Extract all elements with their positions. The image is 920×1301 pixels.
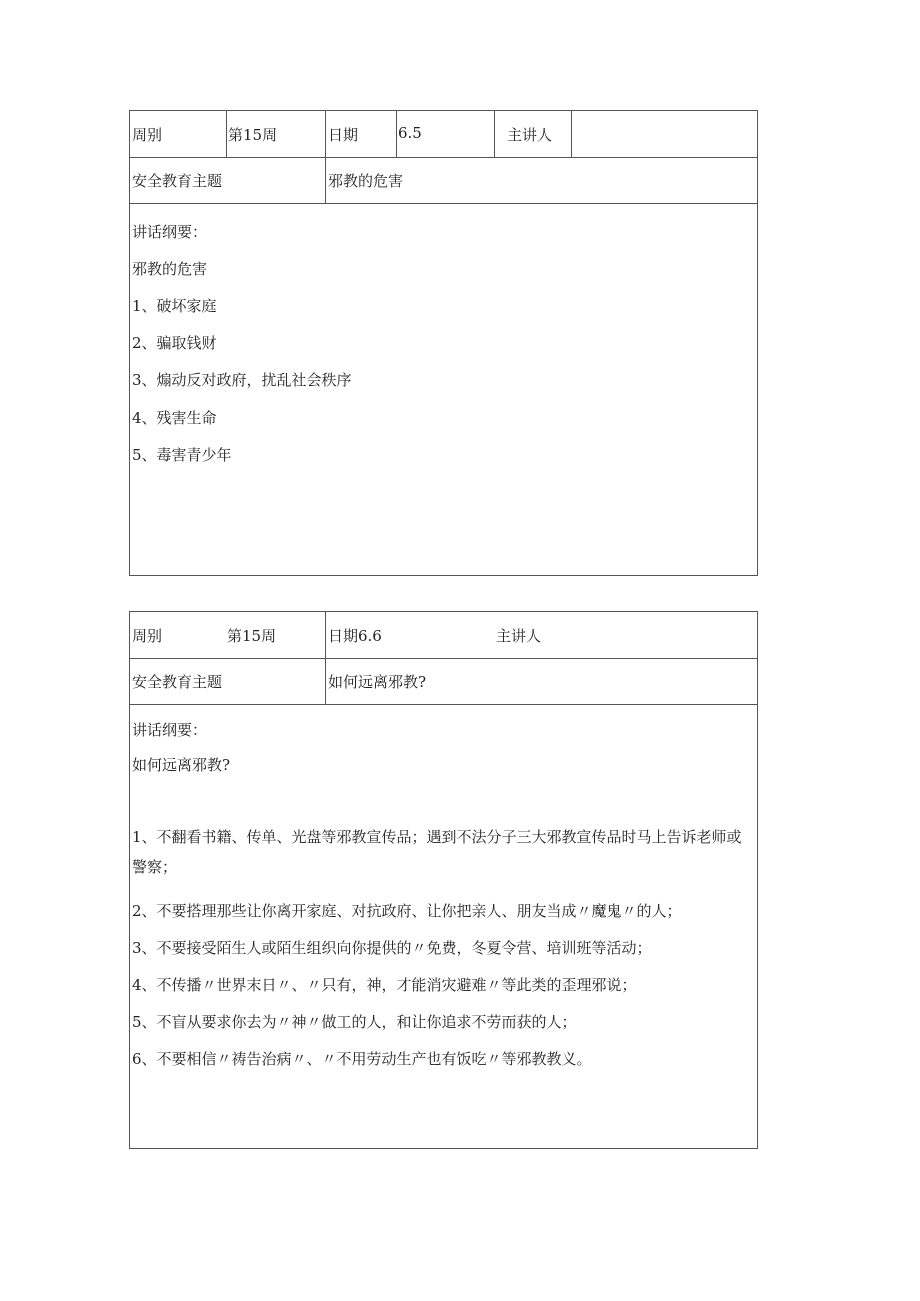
date-label: 日期6.6	[325, 612, 494, 658]
outline-line: 1、破坏家庭	[132, 297, 217, 315]
header-row	[130, 111, 757, 158]
week-value: 第15周	[226, 111, 325, 157]
outline-item: 3、不要接受陌生人或陌生组织向你提供的〃免费，冬夏令营、培训班等活动；	[132, 939, 652, 957]
outline-heading: 如何远离邪教?	[132, 756, 231, 774]
speaker-value	[571, 111, 757, 157]
speaker-label: 主讲人	[494, 111, 571, 157]
outline-item: 1、不翻看书籍、传单、光盘等邪教宣传品；遇到不法分子三大邪教宣传品时马上告诉老师或警察；	[132, 828, 742, 876]
week-value: 第15周	[227, 627, 277, 645]
week-label: 周别	[132, 627, 163, 645]
topic-row	[130, 157, 757, 204]
outline-line: 邪教的危害	[132, 260, 208, 278]
outline-item: 6、不要相信〃祷告治病〃、〃不用劳动生产也有饭吃〃等邪教教义。	[132, 1050, 592, 1068]
speaker-label: 主讲人	[496, 627, 542, 645]
outline-line: 5、毒害青少年	[132, 446, 232, 464]
outline-body	[132, 203, 751, 575]
date-value: 6.5	[396, 111, 494, 157]
outline-line: 2、骗取钱财	[132, 334, 217, 352]
topic-row	[130, 658, 757, 705]
header-row	[130, 612, 757, 659]
outline-label: 讲话纲要：	[132, 721, 208, 739]
outline-line: 4、残害生命	[132, 409, 217, 427]
lesson-card-1	[129, 110, 758, 576]
topic-label: 安全教育主题	[132, 673, 223, 691]
outline-label: 讲话纲要：	[132, 223, 208, 241]
topic-value: 邪教的危害	[325, 157, 757, 203]
outline-item: 4、不传播〃世界末日〃、〃只有，神，才能消灾避难〃等此类的歪理邪说；	[132, 976, 637, 994]
outline-line: 3、煽动反对政府，扰乱社会秩序	[132, 371, 352, 389]
outline-item: 5、不盲从要求你去为〃神〃做工的人，和让你追求不劳而获的人；	[132, 1013, 577, 1031]
outline-item: 2、不要搭理那些让你离开家庭、对抗政府、让你把亲人、朋友当成〃魔鬼〃的人；	[132, 902, 682, 920]
date-label: 日期	[325, 111, 396, 157]
week-label: 周别	[132, 126, 163, 144]
topic-label: 安全教育主题	[132, 172, 223, 190]
lesson-card-2	[129, 611, 758, 1149]
outline-body	[132, 704, 751, 1148]
topic-value: 如何远离邪教?	[325, 658, 757, 704]
